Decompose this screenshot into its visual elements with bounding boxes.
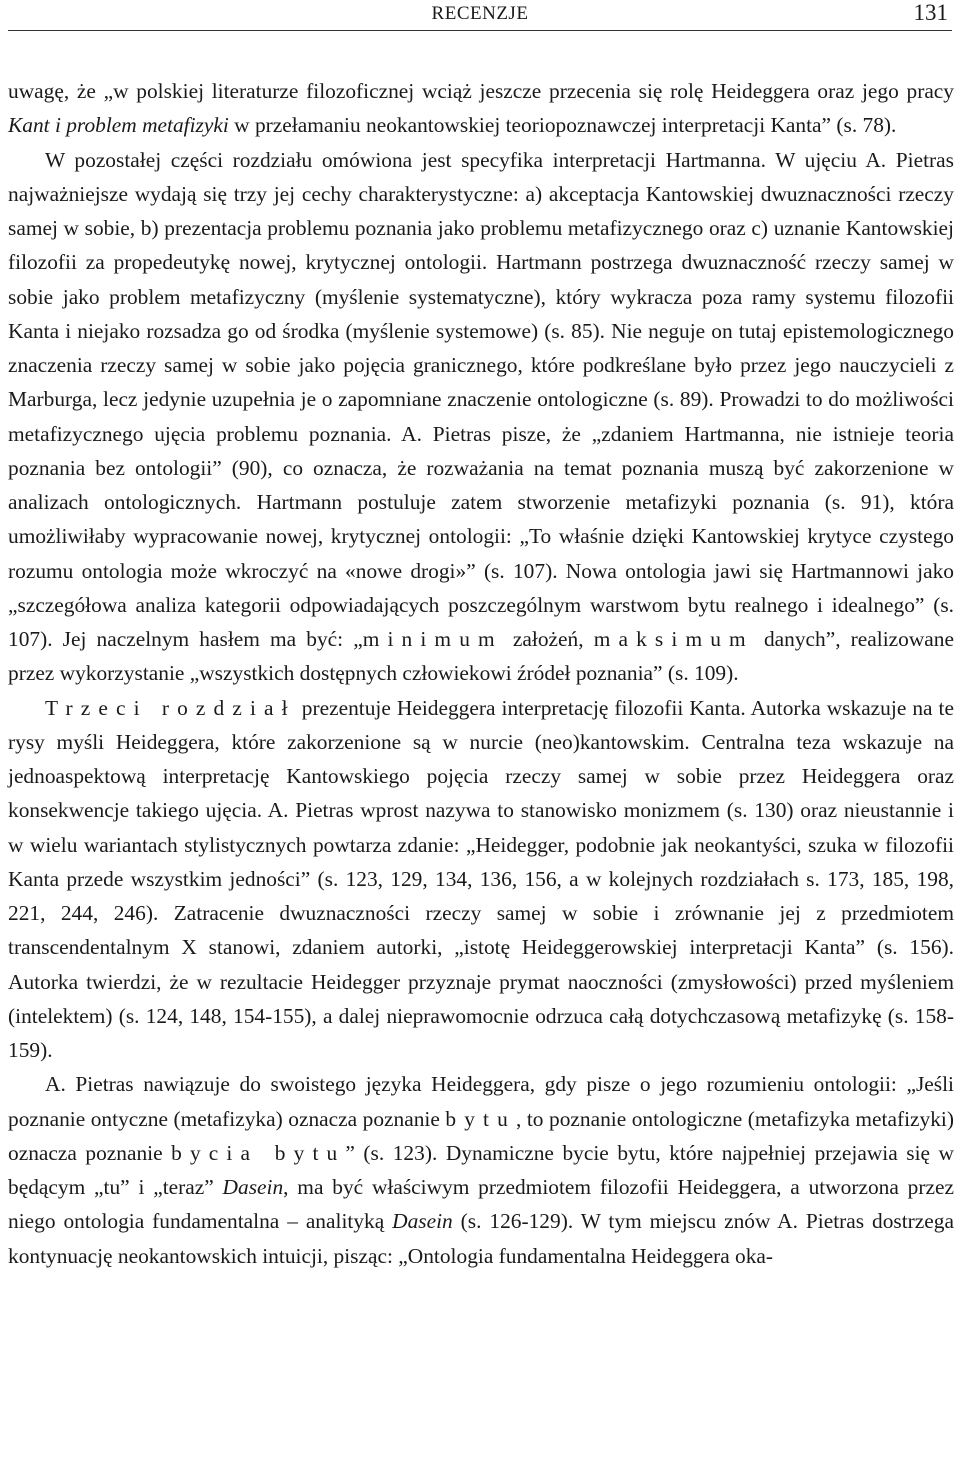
paragraph-1 bbox=[8, 74, 954, 143]
paragraph-4-text-a: A. Pietras nawiązuje do swoistego języka Heideggera, gdy pisze o jego rozumieniu ontologii: „Jeśli poznanie ontyczne (metafizyka) oznacza poznanie bbox=[8, 1072, 954, 1131]
paragraph-3 bbox=[8, 691, 954, 1068]
paragraph-4-text-e: (s. 126-129). W tym miejscu znów A. Pietras dostrzega kontynuację neokantowskich intuicji, pisząc: „Ontologia fundamentalna Heideggera oka- bbox=[8, 1209, 954, 1268]
spaced-term-bytu: bytu bbox=[445, 1106, 516, 1131]
paragraph-2-text-b: założeń, bbox=[502, 627, 594, 651]
spaced-term-minimum: minimum bbox=[362, 627, 503, 651]
book-title: Kant i problem metafizyki bbox=[8, 113, 229, 138]
body-text bbox=[8, 74, 954, 1273]
running-header bbox=[8, 0, 952, 31]
paragraph-2-text-c: danych”, realizowane przez wykorzystanie „wszystkich dostępnych człowiekowi źródeł poznania” (s. 109). bbox=[8, 627, 954, 686]
paragraph-4-text-b: , to poznanie ontologiczne (metafizyka metafizyki) oznacza poznanie bbox=[8, 1106, 954, 1165]
paragraph-2 bbox=[8, 143, 954, 691]
paragraph-3-text: prezentuje Heideggera interpretację filozofii Kanta. Autorka wskazuje na te rysy myśli Heideggera, które zakorzenione są w nurcie (neo)kantowskim. Centralna teza wskazuje na jednoaspektową interpretację Kantowskiego pojęcia rzeczy samej w sobie przez Heideggera oraz konsekwencje takiego ujęcia. A. Pietras wprost nazywa to stanowisko monizmem (s. 130) oraz nieustannie i w wielu wariantach stylistycznych powtarza zdanie: „Heidegger, podobnie jak neokantyści, szuka w filozofii Kanta przede wszystkim jedności” (s. 123, 129, 134, 136, 156, a w kolejnych rozdziałach s. 173, 185, 198, 221, 244, 246). Zatracenie dwuznaczności rzeczy samej w sobie i zrównanie jej z przedmiotem transcendentalnym X stanowi, zdaniem autorki, „istotę Heideggerowskiej interpretacji Kanta” (s. 156). Autorka twierdzi, że w rezultacie Heidegger przyznaje prymat naoczności (zmysłowości) przed myśleniem (intelektem) (s. 124, 148, 154-155), a dalej nieprawomocnie odrzuca całą dotychczasową metafizykę (s. 158-159). bbox=[8, 695, 954, 1062]
dasein-term: Dasein bbox=[392, 1209, 453, 1234]
paragraph-4-text-d: , ma być właściwym przedmiotem filozofii Heideggera, a utworzona przez niego ontologia fundamentalna – analityką bbox=[8, 1175, 954, 1234]
running-title: RECENZJE bbox=[431, 3, 529, 24]
paragraph-1-text-a: uwagę, że „w polskiej literaturze filozoficznej wciąż jeszcze przecenia się rolę Heideggera oraz jego pracy bbox=[8, 79, 954, 103]
page-number: 131 bbox=[913, 0, 948, 25]
spaced-term-bycia-bytu: bycia bytu bbox=[171, 1140, 346, 1165]
paragraph-4-text-c: ” (s. 123). Dynamiczne bycie bytu, które najpełniej przejawia się w będącym „tu” i „teraz” bbox=[8, 1140, 955, 1199]
spaced-term-maksimum: maksimum bbox=[593, 627, 754, 651]
paragraph-4 bbox=[8, 1067, 954, 1273]
paragraph-1-text-b: w przełamaniu neokantowskiej teoriopoznawczej interpretacji Kanta” (s. 78). bbox=[228, 113, 897, 138]
chapter-heading-inline: Trzeci rozdział bbox=[45, 695, 296, 720]
dasein-term: Dasein bbox=[222, 1175, 284, 1199]
paragraph-2-text-a: W pozostałej części rozdziału omówiona jest specyfika interpretacji Hartmanna. W ujęciu A. Pietras najważniejsze wydają się trzy jej cechy charakterystyczne: a) akceptacja Kantowskiej dwuznaczności rzeczy samej w sobie, b) prezentacja problemu poznania jako problemu metafizycznego oraz c) uznanie Kantowskiej filozofii za propedeutykę nowej, krytycznej ontologii. Hartmann postrzega dwuznaczność rzeczy samej w sobie jako problem metafizyczny (myślenie systematyczne), który wykracza poza ramy systemu filozofii Kanta i niejako rozsadza go od środka (myślenie systemowe) (s. 85). Nie neguje on tutaj epistemologicznego znaczenia rzeczy samej w sobie jako pojęcia granicznego, które podkreślane było przez jego nauczycieli z Marburga, lecz jedynie uzupełnia je o zapomniane znaczenie ontologiczne (s. 89). Prowadzi to do możliwości metafizycznego ujęcia problemu poznania. A. Pietras pisze, że „zdaniem Hartmanna, nie istnieje teoria poznania bez ontologii” (90), co oznacza, że rozważania na temat poznania muszą być zakorzenione w analizach ontologicznych. Hartmann postuluje zatem stworzenie metafizyki poznania (s. 91), która umożliwiłaby wypracowanie nowej, krytycznej ontologii: „To właśnie dzięki Kantowskiej krytyce czystego rozumu ontologia może wkroczyć na «nowe drogi»” (s. 107). Nowa ontologia jawi się Hartmannowi jako „szczegółowa analiza kategorii odpowiadających poszczególnym warstwom bytu realnego i idealnego” (s. 107). Jej naczelnym hasłem ma być: „ bbox=[8, 147, 954, 651]
